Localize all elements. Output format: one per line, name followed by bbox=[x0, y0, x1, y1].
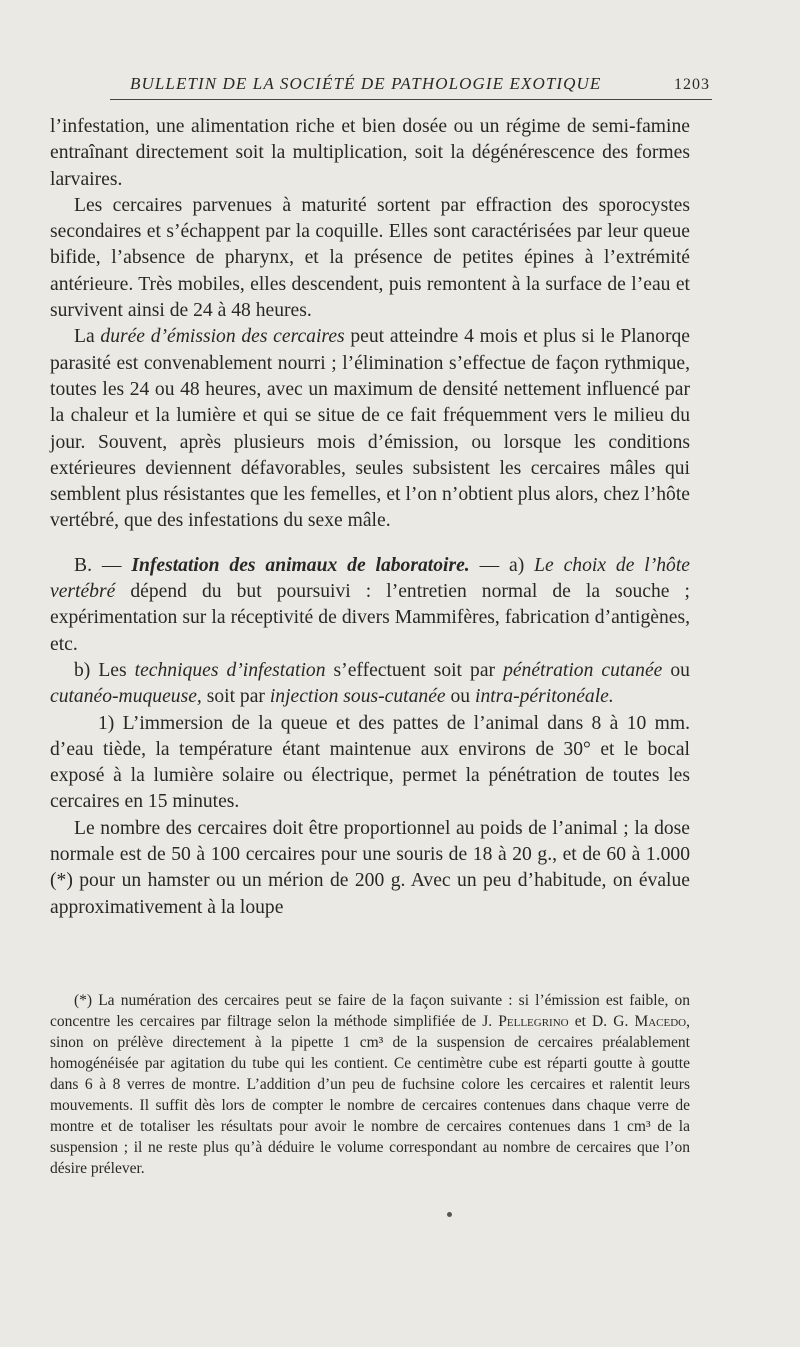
header-rule bbox=[110, 99, 712, 100]
running-head: BULLETIN DE LA SOCIÉTÉ DE PATHOLOGIE EXOTIQUE bbox=[130, 74, 602, 93]
body-text bbox=[50, 114, 690, 921]
section-title: Infestation des animaux de laboratoire. bbox=[131, 554, 470, 576]
paragraph: Le nombre des cercaires doit être proportionnel au poids de l’animal ; la dose normale est de 50 à 100 cercaires pour une souris de 18 à 20 g., et de 60 à 1.000 (*) pour un hamster ou un mérion de 200 g. Avec un peu d’habitude, on évalue approximativement à la loupe bbox=[50, 817, 690, 918]
paragraph: La durée d’émission des cercaires peut atteindre 4 mois et plus si le Planorqe parasité est convenablement nourri ; l’élimination s’effectue de façon rythmique, toutes les 24 ou 48 heures, avec un maximum de densité nettement influencé par la chaleur et la lumière et qui se situe de ce fait fréquemment vers le milieu du jour. Souvent, après plusieurs mois d’émission, ou lorsque les conditions extérieures deviennent défavorables, seules subsistent les cercaires mâles qui semblent plus résistantes que les femelles, et l’on n’obtient plus alors, chez l’hôte vertébré, que des infestations du sexe mâle. bbox=[50, 326, 690, 532]
paragraph: b) Les techniques d’infestation s’effectuent soit par pénétration cutanée ou cutanéo-muqueuse, soit par injection sous-cutanée ou intra-péritonéale. bbox=[50, 659, 690, 708]
section-b-paragraph: B. — Infestation des animaux de laboratoire. — a) Le choix de l’hôte vertébré dépend du but poursuivi : l’entretien normal de la souche ; expérimentation sur la réceptivité de divers Mammifères, fabrication d’antigènes, etc. bbox=[50, 554, 690, 655]
paragraph: 1) L’immersion de la queue et des pattes de l’animal dans 8 à 10 mm. d’eau tiède, la température étant maintenue aux environs de 30° et le bocal exposé à la lumière solaire ou électrique, permet la pénétration de toutes les cercaires en 15 minutes. bbox=[50, 712, 690, 813]
paragraph: l’infestation, une alimentation riche et bien dosée ou un régime de semi-famine entraînant directement soit la multiplication, soit la dégénérescence des formes larvaires. bbox=[50, 116, 690, 190]
page-number: 1203 bbox=[674, 76, 710, 93]
page-speck bbox=[447, 1212, 452, 1217]
footnote: (*) La numération des cercaires peut se faire de la façon suivante : si l’émission est faible, on concentre les cercaires par filtrage selon la méthode simplifiée de J. Pellegrino et D. G. Macedo, sinon on prélève directement à la pipette 1 cm³ de la suspension de cercaires préalablement homogénéisée par agitation du tube qui les contient. Ce centimètre cube est réparti goutte à goutte dans 6 à 8 verres de montre. L’addition d’un peu de fuchsine colore les cercaires et ralentit leurs mouvements. Il suffit dès lors de compter le nombre de cercaires contenues dans chaque verre de montre et de totaliser les résultats pour avoir le nombre de cercaires contenues dans 1 cm³ de la suspension ; il ne reste plus qu’à déduire le volume correspondant au nombre de cercaires que l’on désire prélever. bbox=[50, 992, 690, 1177]
page-header bbox=[110, 72, 712, 98]
paragraph: Les cercaires parvenues à maturité sortent par effraction des sporocystes secondaires et s’échappent par la coquille. Elles sont caractérisées par leur queue bifide, l’absence de pharynx, et la présence de petites épines à l’extrémité antérieure. Très mobiles, elles descendent, puis remontent à la surface de l’eau et survivent ainsi de 24 à 48 heures. bbox=[50, 194, 690, 322]
